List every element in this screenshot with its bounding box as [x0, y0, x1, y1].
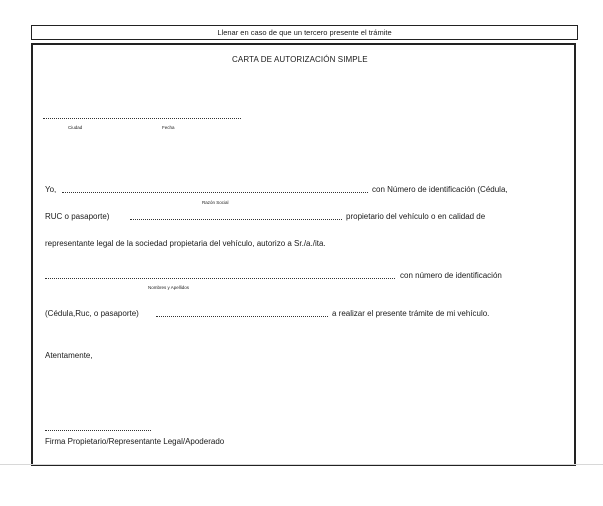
authorized-name-field[interactable]	[45, 278, 395, 279]
owner-id-field[interactable]	[130, 219, 342, 220]
authorization-letter-frame	[31, 43, 576, 466]
line5-prefix: (Cédula,Ruc, o pasaporte)	[45, 309, 139, 318]
line2-suffix: propietario del vehículo o en calidad de	[346, 212, 486, 221]
line5-suffix: a realizar el presente trámite de mi vehículo.	[332, 309, 490, 318]
signature-label: Firma Propietario/Representante Legal/Apoderado	[45, 437, 225, 446]
line2-prefix: RUC o pasaporte)	[45, 212, 110, 221]
closing-text: Atentamente,	[45, 351, 93, 360]
line1-prefix: Yo,	[45, 185, 57, 194]
page-edge-rule	[0, 464, 603, 465]
full-name-label: Nombres y Apellidos	[148, 285, 190, 290]
line1-suffix: con Número de identificación (Cédula,	[372, 185, 508, 194]
signature-line[interactable]	[45, 430, 151, 431]
city-label: Ciudad	[68, 125, 83, 130]
letter-title: CARTA DE AUTORIZACIÓN SIMPLE	[232, 55, 368, 64]
city-date-line[interactable]	[43, 118, 241, 119]
owner-name-field[interactable]	[62, 192, 368, 193]
authorized-id-field[interactable]	[156, 316, 328, 317]
instruction-text: Llenar en caso de que un tercero presente el trámite	[217, 28, 392, 37]
instruction-header	[31, 25, 578, 40]
business-name-label: Razón Social	[202, 200, 229, 205]
date-label: Fecha	[162, 125, 175, 130]
line4-suffix: con número de identificación	[400, 271, 502, 280]
line3-text: representante legal de la sociedad propietaria del vehículo, autorizo a Sr./a./ita.	[45, 239, 326, 248]
